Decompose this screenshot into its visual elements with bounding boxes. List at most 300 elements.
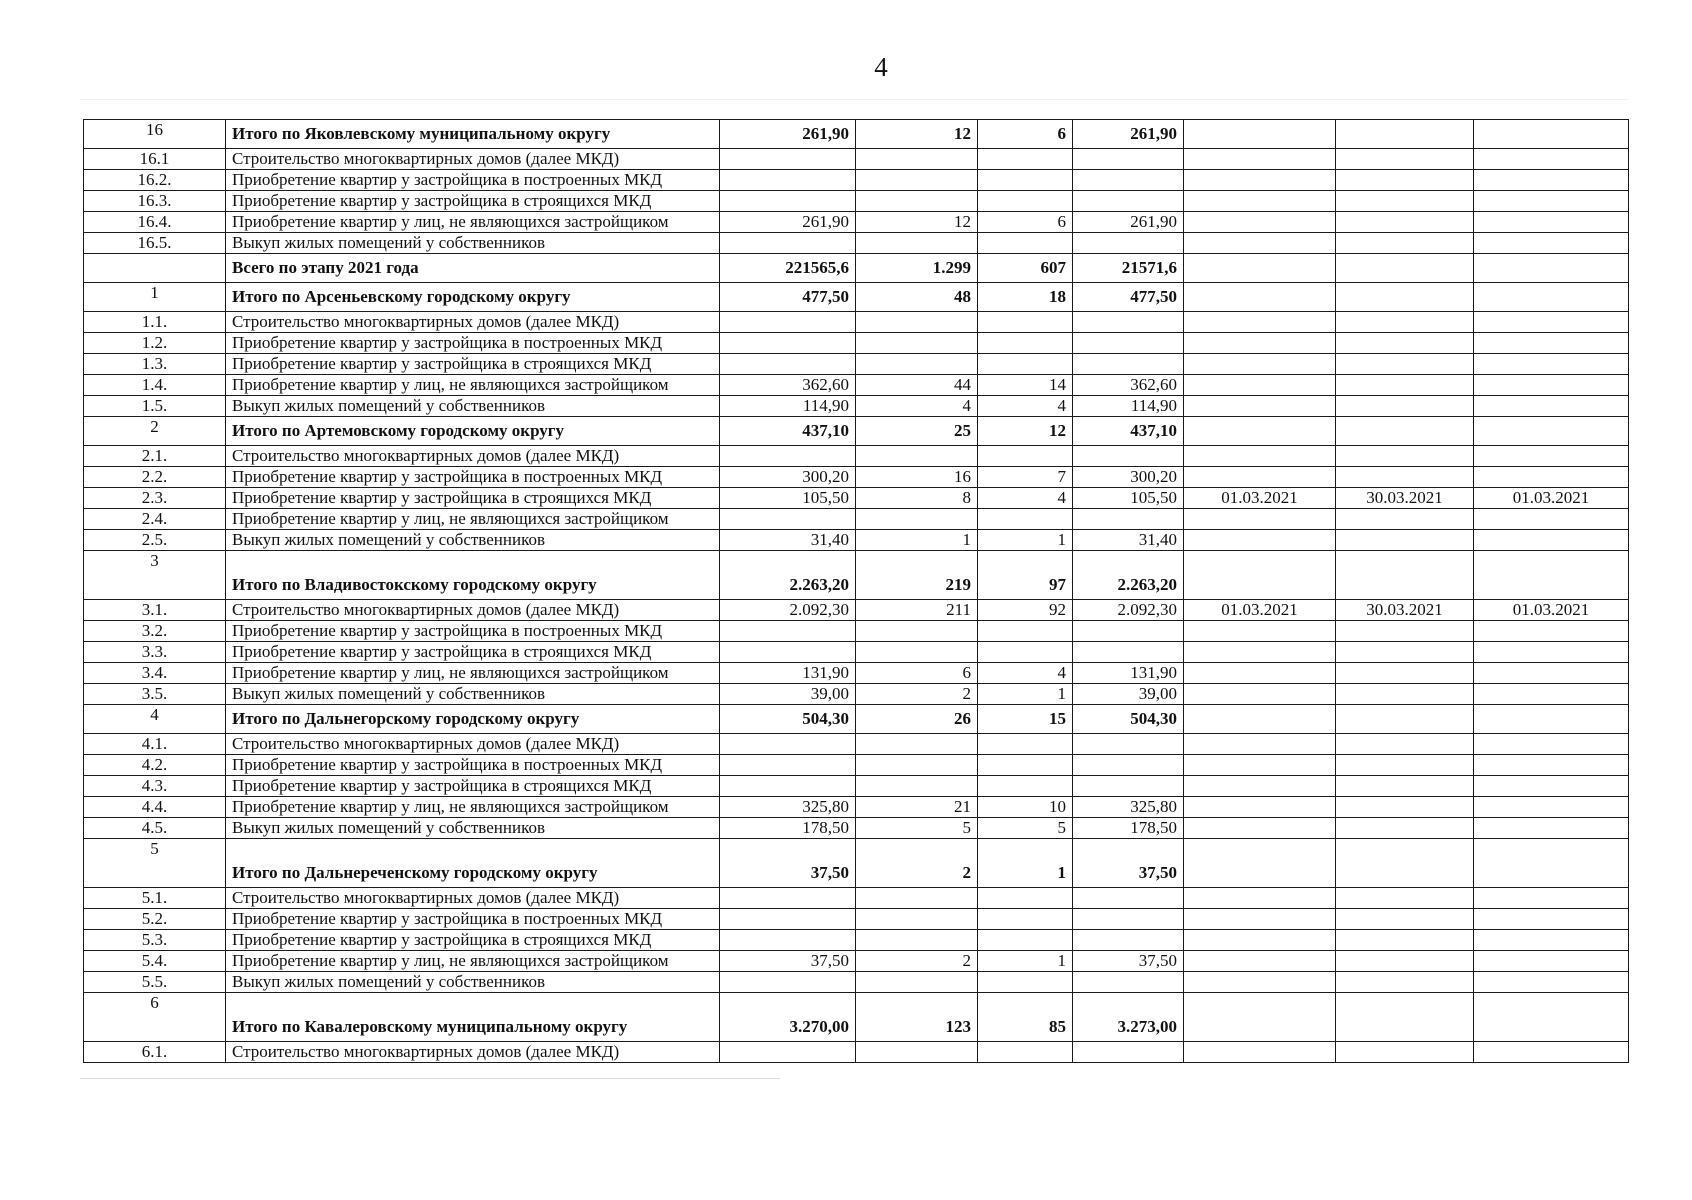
value-count-families: 12 [978,417,1073,446]
date-control [1474,930,1629,951]
date-start [1184,888,1336,909]
date-control [1474,993,1629,1042]
date-end [1336,930,1474,951]
date-end [1336,120,1474,149]
row-number: 4.3. [84,776,226,797]
date-control [1474,951,1629,972]
value-count-families: 4 [978,488,1073,509]
value-count-apartments: 26 [856,705,978,734]
date-control [1474,909,1629,930]
row-name: Итого по Дальнегорскому городскому округу [226,705,720,734]
date-control [1474,642,1629,663]
value-sum-2 [1073,642,1184,663]
value-sum-1: 261,90 [720,120,856,149]
table-row [84,818,1629,839]
row-number: 5 [84,839,226,888]
value-count-families [978,1042,1073,1063]
row-number: 5.1. [84,888,226,909]
value-count-apartments: 44 [856,375,978,396]
date-end [1336,233,1474,254]
table-row [84,797,1629,818]
value-count-families [978,354,1073,375]
table-row [84,530,1629,551]
table-row [84,312,1629,333]
value-count-families: 5 [978,818,1073,839]
date-start [1184,663,1336,684]
value-sum-1: 300,20 [720,467,856,488]
value-sum-2: 3.273,00 [1073,993,1184,1042]
value-sum-1: 105,50 [720,488,856,509]
value-sum-1 [720,642,856,663]
date-end [1336,446,1474,467]
value-count-apartments: 2 [856,839,978,888]
value-count-apartments [856,149,978,170]
table-row [84,212,1629,233]
value-sum-1 [720,621,856,642]
row-name: Приобретение квартир у застройщика в построенных МКД [226,467,720,488]
row-number: 2.3. [84,488,226,509]
value-sum-2: 178,50 [1073,818,1184,839]
date-end [1336,551,1474,600]
value-count-apartments: 2 [856,951,978,972]
table-row [84,909,1629,930]
row-number: 2.4. [84,509,226,530]
value-sum-2 [1073,354,1184,375]
table-row [84,233,1629,254]
date-end [1336,1042,1474,1063]
row-name: Выкуп жилых помещений у собственников [226,684,720,705]
row-name: Приобретение квартир у застройщика в строящихся МКД [226,776,720,797]
table-row [84,663,1629,684]
value-count-apartments [856,1042,978,1063]
program-table [83,119,1629,1063]
value-count-apartments: 2 [856,684,978,705]
row-name: Строительство многоквартирных домов (далее МКД) [226,312,720,333]
date-control [1474,212,1629,233]
row-number: 2.2. [84,467,226,488]
date-control [1474,776,1629,797]
value-sum-1: 2.092,30 [720,600,856,621]
date-end [1336,283,1474,312]
date-end [1336,509,1474,530]
row-name: Итого по Владивостокскому городскому округу [226,551,720,600]
row-name: Строительство многоквартирных домов (далее МКД) [226,149,720,170]
date-start [1184,375,1336,396]
row-number: 5.3. [84,930,226,951]
value-sum-1: 3.270,00 [720,993,856,1042]
date-start [1184,396,1336,417]
row-number: 2 [84,417,226,446]
row-number: 4 [84,705,226,734]
value-count-families: 1 [978,684,1073,705]
value-sum-2: 131,90 [1073,663,1184,684]
table-row [84,446,1629,467]
value-sum-1 [720,972,856,993]
value-sum-2: 21571,6 [1073,254,1184,283]
value-count-apartments [856,233,978,254]
date-control [1474,149,1629,170]
value-sum-2 [1073,734,1184,755]
date-end [1336,191,1474,212]
date-end [1336,705,1474,734]
table-row [84,333,1629,354]
value-sum-1: 477,50 [720,283,856,312]
value-count-apartments: 48 [856,283,978,312]
row-number: 16.4. [84,212,226,233]
row-name: Приобретение квартир у застройщика в строящихся МКД [226,642,720,663]
row-name: Приобретение квартир у застройщика в строящихся МКД [226,191,720,212]
row-number: 5.4. [84,951,226,972]
value-count-families [978,233,1073,254]
value-count-families [978,755,1073,776]
date-end [1336,530,1474,551]
date-control [1474,621,1629,642]
date-start [1184,705,1336,734]
date-end [1336,797,1474,818]
date-end [1336,354,1474,375]
table-row [84,191,1629,212]
value-sum-2 [1073,930,1184,951]
date-end [1336,909,1474,930]
value-sum-2 [1073,333,1184,354]
row-number: 1.4. [84,375,226,396]
date-control [1474,170,1629,191]
value-count-apartments [856,333,978,354]
value-count-families [978,972,1073,993]
row-number: 6.1. [84,1042,226,1063]
row-name: Строительство многоквартирных домов (далее МКД) [226,734,720,755]
value-sum-2: 37,50 [1073,951,1184,972]
value-sum-2 [1073,1042,1184,1063]
value-sum-2 [1073,509,1184,530]
row-name: Выкуп жилых помещений у собственников [226,396,720,417]
table-row-total [84,551,1629,600]
date-end: 30.03.2021 [1336,600,1474,621]
value-count-apartments [856,972,978,993]
date-control [1474,972,1629,993]
row-number: 4.2. [84,755,226,776]
row-name: Приобретение квартир у застройщика в построенных МКД [226,333,720,354]
value-count-families: 14 [978,375,1073,396]
date-end [1336,734,1474,755]
value-sum-2: 504,30 [1073,705,1184,734]
row-number: 1.2. [84,333,226,354]
date-control [1474,888,1629,909]
table-row [84,734,1629,755]
value-sum-1 [720,354,856,375]
row-name: Всего по этапу 2021 года [226,254,720,283]
row-name: Приобретение квартир у застройщика в построенных МКД [226,909,720,930]
value-count-families [978,333,1073,354]
row-number: 16 [84,120,226,149]
value-sum-1: 131,90 [720,663,856,684]
value-sum-2 [1073,776,1184,797]
scan-mark [80,99,1628,100]
row-number: 5.2. [84,909,226,930]
row-number: 3.3. [84,642,226,663]
value-count-families: 1 [978,530,1073,551]
date-control [1474,797,1629,818]
row-name: Приобретение квартир у лиц, не являющихся застройщиком [226,951,720,972]
row-name: Выкуп жилых помещений у собственников [226,530,720,551]
row-name: Строительство многоквартирных домов (далее МКД) [226,1042,720,1063]
date-control [1474,663,1629,684]
row-number: 16.3. [84,191,226,212]
date-start [1184,797,1336,818]
value-count-families [978,509,1073,530]
value-sum-2 [1073,446,1184,467]
table-row [84,375,1629,396]
value-sum-1 [720,888,856,909]
value-sum-2: 300,20 [1073,467,1184,488]
date-control [1474,333,1629,354]
value-count-families: 607 [978,254,1073,283]
date-control [1474,509,1629,530]
row-number: 5.5. [84,972,226,993]
date-start [1184,951,1336,972]
row-name: Строительство многоквартирных домов (далее МКД) [226,600,720,621]
value-count-families [978,642,1073,663]
date-start [1184,776,1336,797]
date-start [1184,354,1336,375]
value-count-families: 4 [978,396,1073,417]
row-name: Строительство многоквартирных домов (далее МКД) [226,446,720,467]
value-count-apartments: 219 [856,551,978,600]
date-start [1184,333,1336,354]
value-count-families: 15 [978,705,1073,734]
date-start [1184,993,1336,1042]
row-number: 4.4. [84,797,226,818]
table-row-total [84,705,1629,734]
date-end [1336,212,1474,233]
date-start [1184,467,1336,488]
value-count-families: 6 [978,120,1073,149]
value-count-apartments: 8 [856,488,978,509]
value-sum-1 [720,930,856,951]
value-sum-2: 114,90 [1073,396,1184,417]
value-count-apartments: 5 [856,818,978,839]
table-row [84,642,1629,663]
value-sum-2 [1073,755,1184,776]
date-end [1336,375,1474,396]
value-count-apartments [856,170,978,191]
row-name: Приобретение квартир у застройщика в построенных МКД [226,621,720,642]
date-end [1336,149,1474,170]
row-number: 3.5. [84,684,226,705]
row-number: 1.3. [84,354,226,375]
date-end [1336,888,1474,909]
row-name: Выкуп жилых помещений у собственников [226,818,720,839]
value-sum-2: 31,40 [1073,530,1184,551]
date-end [1336,684,1474,705]
table-row [84,1042,1629,1063]
value-count-apartments [856,509,978,530]
row-number: 3.1. [84,600,226,621]
row-name: Итого по Кавалеровскому муниципальному округу [226,993,720,1042]
row-name: Строительство многоквартирных домов (далее МКД) [226,888,720,909]
row-number: 16.1 [84,149,226,170]
value-sum-2: 261,90 [1073,212,1184,233]
date-end: 30.03.2021 [1336,488,1474,509]
value-count-apartments [856,930,978,951]
value-count-apartments [856,734,978,755]
table-row [84,600,1629,621]
value-sum-1: 261,90 [720,212,856,233]
date-control [1474,312,1629,333]
table-row [84,488,1629,509]
value-count-apartments: 25 [856,417,978,446]
row-name: Приобретение квартир у застройщика в строящихся МКД [226,488,720,509]
date-control [1474,417,1629,446]
table-row [84,170,1629,191]
date-start [1184,509,1336,530]
date-control [1474,705,1629,734]
date-end [1336,839,1474,888]
table-row [84,951,1629,972]
date-control [1474,375,1629,396]
date-start [1184,149,1336,170]
value-count-apartments [856,312,978,333]
value-count-families: 97 [978,551,1073,600]
date-control [1474,233,1629,254]
table-row-total [84,283,1629,312]
value-sum-2: 437,10 [1073,417,1184,446]
value-sum-2 [1073,972,1184,993]
table-row [84,684,1629,705]
value-count-families [978,888,1073,909]
value-count-apartments [856,446,978,467]
date-start [1184,254,1336,283]
row-name: Итого по Артемовскому городскому округу [226,417,720,446]
value-sum-2 [1073,233,1184,254]
date-start [1184,417,1336,446]
date-end [1336,254,1474,283]
table-row-total [84,839,1629,888]
date-control [1474,530,1629,551]
value-count-apartments: 6 [856,663,978,684]
date-start [1184,212,1336,233]
value-count-families: 18 [978,283,1073,312]
value-sum-1 [720,170,856,191]
value-count-families: 92 [978,600,1073,621]
value-sum-2: 39,00 [1073,684,1184,705]
value-count-families [978,734,1073,755]
date-control: 01.03.2021 [1474,600,1629,621]
table-row-total [84,120,1629,149]
value-sum-1: 221565,6 [720,254,856,283]
row-number: 1.1. [84,312,226,333]
row-number: 2.1. [84,446,226,467]
row-name: Выкуп жилых помещений у собственников [226,233,720,254]
table-row [84,888,1629,909]
date-end [1336,663,1474,684]
row-name: Приобретение квартир у застройщика в строящихся МКД [226,354,720,375]
date-control [1474,684,1629,705]
value-count-apartments [856,888,978,909]
date-start [1184,972,1336,993]
date-start [1184,909,1336,930]
value-count-families [978,909,1073,930]
row-number: 16.2. [84,170,226,191]
date-start: 01.03.2021 [1184,600,1336,621]
value-count-families: 1 [978,839,1073,888]
value-sum-1 [720,509,856,530]
row-name: Итого по Яковлевскому муниципальному округу [226,120,720,149]
value-sum-1: 362,60 [720,375,856,396]
value-sum-1: 37,50 [720,839,856,888]
date-start [1184,170,1336,191]
value-count-families: 4 [978,663,1073,684]
date-start [1184,530,1336,551]
row-name: Приобретение квартир у лиц, не являющихся застройщиком [226,375,720,396]
value-count-families: 1 [978,951,1073,972]
value-sum-1: 39,00 [720,684,856,705]
value-count-apartments [856,776,978,797]
date-start [1184,734,1336,755]
date-control [1474,120,1629,149]
date-start [1184,191,1336,212]
table-row [84,621,1629,642]
date-control [1474,839,1629,888]
value-count-families [978,312,1073,333]
date-start [1184,684,1336,705]
value-count-apartments [856,191,978,212]
value-count-apartments: 12 [856,120,978,149]
value-sum-1: 114,90 [720,396,856,417]
page-number: 4 [874,52,888,82]
row-number: 3.4. [84,663,226,684]
row-name: Выкуп жилых помещений у собственников [226,972,720,993]
date-end [1336,993,1474,1042]
date-end [1336,642,1474,663]
date-start [1184,1042,1336,1063]
row-number: 3.2. [84,621,226,642]
value-count-apartments: 12 [856,212,978,233]
value-sum-2: 362,60 [1073,375,1184,396]
date-control [1474,1042,1629,1063]
value-sum-1: 178,50 [720,818,856,839]
date-start [1184,233,1336,254]
value-sum-2 [1073,621,1184,642]
date-end [1336,972,1474,993]
value-sum-1 [720,734,856,755]
date-end [1336,170,1474,191]
value-sum-1 [720,776,856,797]
row-name: Итого по Дальнереченскому городскому округу [226,839,720,888]
row-name: Приобретение квартир у лиц, не являющихся застройщиком [226,663,720,684]
table-row [84,755,1629,776]
row-number: 4.1. [84,734,226,755]
value-count-apartments: 4 [856,396,978,417]
value-count-families [978,621,1073,642]
value-sum-2 [1073,888,1184,909]
table-row-total [84,254,1629,283]
row-number: 1.5. [84,396,226,417]
table-row [84,930,1629,951]
table-row-total [84,993,1629,1042]
value-count-apartments [856,621,978,642]
value-count-families: 7 [978,467,1073,488]
date-start [1184,930,1336,951]
value-count-apartments: 211 [856,600,978,621]
value-sum-2: 477,50 [1073,283,1184,312]
row-name: Приобретение квартир у застройщика в построенных МКД [226,170,720,191]
value-sum-2: 325,80 [1073,797,1184,818]
date-end [1336,417,1474,446]
table-row [84,509,1629,530]
row-number: 6 [84,993,226,1042]
value-count-families: 85 [978,993,1073,1042]
